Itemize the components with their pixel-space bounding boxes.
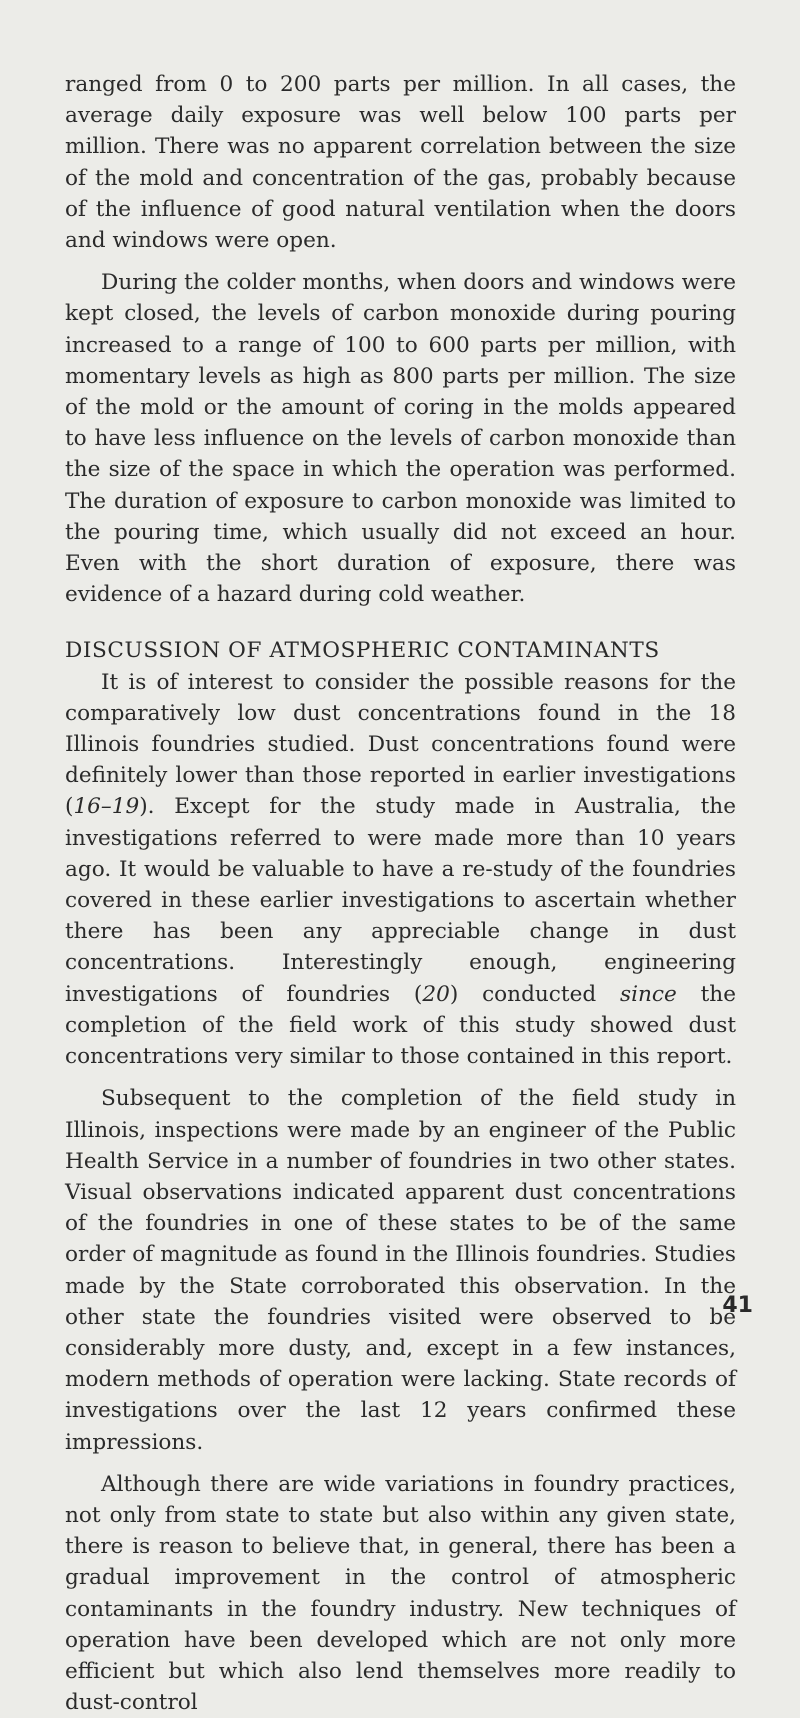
- paragraph-3-part-1: It is of interest to consider the possible reasons for the comparatively low dust concentrations found in the 18 Illinois foundries studied. Dust concentrations found were definitely lower than those reported in earlier investigations (: [65, 669, 736, 820]
- reference-16-19: 16–19: [73, 794, 140, 820]
- section-heading: DISCUSSION OF ATMOSPHERIC CONTAMINANTS: [65, 638, 660, 664]
- paragraph-5: Although there are wide variations in foundry practices, not only from state to state but also within any given state, there is reason to believe that, in general, there has been a gradual improvement in the control of atmospheric contaminants in the foundry industry. New techniques of operation have been developed which are not only more efficient but which also lend themselves more readily to dust-control: [65, 1471, 736, 1716]
- reference-20: 20: [422, 981, 450, 1007]
- paragraph-3-part-3: ) conducted: [449, 981, 621, 1007]
- paragraph-3: [65, 667, 736, 1073]
- paragraph-2: During the colder months, when doors and windows were kept closed, the levels of carbon monoxide during pouring increased to a range of 100 to 600 parts per million, with momentary levels as high as 800 parts per million. The size of the mold or the amount of coring in the molds appeared to have less influence on the levels of carbon monoxide than the size of the space in which the operation was performed. The duration of exposure to carbon monoxide was limited to the pouring time, which usually did not exceed an hour. Even with the short duration of exposure, there was evidence of a hazard during cold weather.: [65, 270, 736, 608]
- paragraph-3-part-4: the completion of the field work of this study showed dust concentrations very similar to those contained in this report.: [65, 981, 736, 1070]
- paragraph-1: ranged from 0 to 200 parts per million. In all cases, the average daily exposure was well below 100 parts per million. There was no apparent correlation between the size of the mold and concentration of the gas, probably because of the influence of good natural ventilation when the doors and windows were open.: [65, 72, 736, 254]
- paragraph-4: Subsequent to the completion of the field study in Illinois, inspections were made by an engineer of the Public Health Service in a number of foundries in two other states. Visual observations indicated apparent dust concentrations of the foundries in one of these states to be of the same order of magnitude as found in the Illinois foundries. Studies made by the State corroborated this observation. In the other state the foundries visited were observed to be considerably more dusty, and, except in a few instances, modern methods of operation were lacking. State records of investigations over the last 12 years confirmed these impressions.: [65, 1086, 736, 1455]
- page-number: 41: [722, 1293, 753, 1318]
- emphasis-since: since: [620, 981, 677, 1007]
- paragraph-3-part-2: ). Except for the study made in Australia, the investigations referred to were made more than 10 years ago. It would be valuable to have a re-study of the foundries covered in these earlier investigations to ascertain whether there has been any appreciable change in dust concentrations. Interestingly enough, engineering investigations of foundries (: [65, 794, 736, 1007]
